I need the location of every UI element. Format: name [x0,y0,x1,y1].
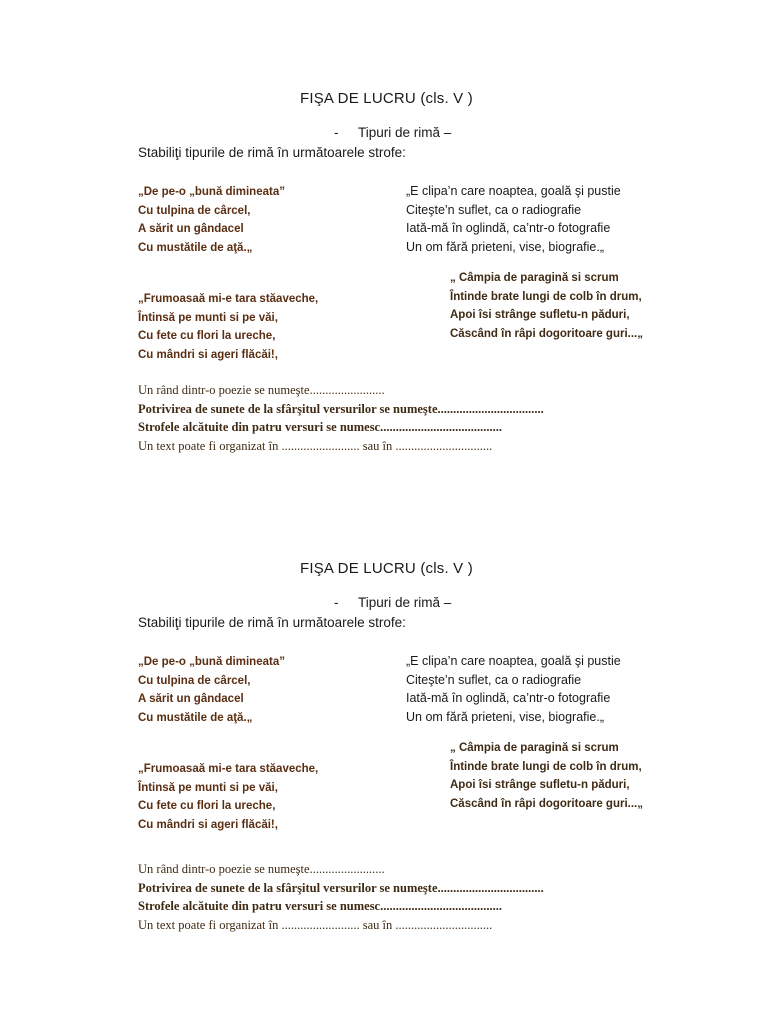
exercise-item: Un text poate fi organizat în ......................... sau în ............................... [138,917,493,932]
verse-line: Citeşte’n suflet, ca o radiografie [406,202,582,217]
exercise-item: Strofele alcătuite din patru versuri se numesc....................................... [138,420,502,434]
verse-line: Întinde brate lungi de colb în drum, [450,760,642,773]
instruction-text: Stabiliţi tipurile de rimă în următoarele strofe: [138,145,406,160]
stanza-1 [138,183,285,257]
verse-line: Întinde brate lungi de colb în drum, [450,290,642,303]
worksheet-title: FIŞA DE LUCRU (cls. V ) [300,90,473,107]
verse-line: Cu tulpina de cârcel, [138,674,251,687]
verse-line: Cu mustătile de aţă.„ [138,711,253,724]
stanza-2 [406,652,621,726]
verse-line: Apoi îsi strânge sufletu-n păduri, [450,309,630,321]
worksheet-subtitle: Tipuri de rimă – [358,125,452,140]
verse-line: Cu mândri si ageri flăcăi!, [138,818,278,831]
verse-line: Întinsă pe munti si pe văi, [138,781,278,794]
stanza-3 [138,760,318,834]
verse-line: „Frumoasaă mi-e tara stăaveche, [138,293,319,305]
verse-line: Cu fete cu flori la ureche, [138,330,276,342]
verse-line: Cu fete cu flori la ureche, [138,800,276,812]
verse-line: „ Câmpia de paragină si scrum [450,272,619,284]
exercise-item: Strofele alcătuite din patru versuri se numesc....................................... [138,899,502,913]
exercise-item: Potrivirea de sunete de la sfârşitul versurilor se numeşte.................................. [138,880,544,895]
verse-line: Căscând în râpi dogoritoare guri...„ [450,797,643,810]
exercise-item: Un text poate fi organizat în ......................... sau în ............................... [138,438,493,453]
worksheet-2 [0,470,768,940]
subtitle-dash: - [334,125,339,140]
exercise-list [138,860,544,934]
exercise-item: Un rând dintr-o poezie se numeşte........................ [138,862,385,876]
verse-line: „De pe-o „bună dimineata” [138,656,285,668]
stanza-3 [138,290,318,364]
stanza-2 [406,182,621,256]
stanza-4 [450,739,643,813]
worksheet-title: FIŞA DE LUCRU (cls. V ) [300,560,473,577]
verse-line: Căscând în râpi dogoritoare guri...„ [450,327,643,340]
exercise-list [138,381,544,455]
verse-line: Cu mustătile de aţă.„ [138,241,253,254]
subtitle-dash: - [334,595,339,610]
verse-line: Un om fără prieteni, vise, biografie.„ [406,239,605,254]
verse-line: Un om fără prieteni, vise, biografie.„ [406,709,605,724]
verse-line: „De pe-o „bună dimineata” [138,186,285,198]
verse-line: Iată-mă în oglindă, ca’ntr-o fotografie [406,221,611,235]
verse-line: A sărit un gândacel [138,693,244,705]
stanza-1 [138,653,285,727]
stanza-4 [450,269,643,343]
verse-line: Întinsă pe munti si pe văi, [138,311,278,324]
instruction-text: Stabiliţi tipurile de rimă în următoarele strofe: [138,615,406,630]
verse-line: Apoi îsi strânge sufletu-n păduri, [450,779,630,791]
exercise-item: Un rând dintr-o poezie se numeşte........................ [138,383,385,397]
verse-line: Cu tulpina de cârcel, [138,204,251,217]
verse-line: A sărit un gândacel [138,223,244,235]
exercise-item: Potrivirea de sunete de la sfârşitul versurilor se numeşte.................................. [138,401,544,416]
worksheet-1 [0,0,768,470]
verse-line: „Frumoasaă mi-e tara stăaveche, [138,763,319,775]
verse-line: „ Câmpia de paragină si scrum [450,742,619,754]
verse-line: Citeşte’n suflet, ca o radiografie [406,672,582,687]
worksheet-subtitle: Tipuri de rimă – [358,595,452,610]
verse-line: „E clipa’n care noaptea, goală şi pustie [406,654,621,668]
verse-line: Cu mândri si ageri flăcăi!, [138,348,278,361]
verse-line: „E clipa’n care noaptea, goală şi pustie [406,184,621,198]
verse-line: Iată-mă în oglindă, ca’ntr-o fotografie [406,691,611,705]
